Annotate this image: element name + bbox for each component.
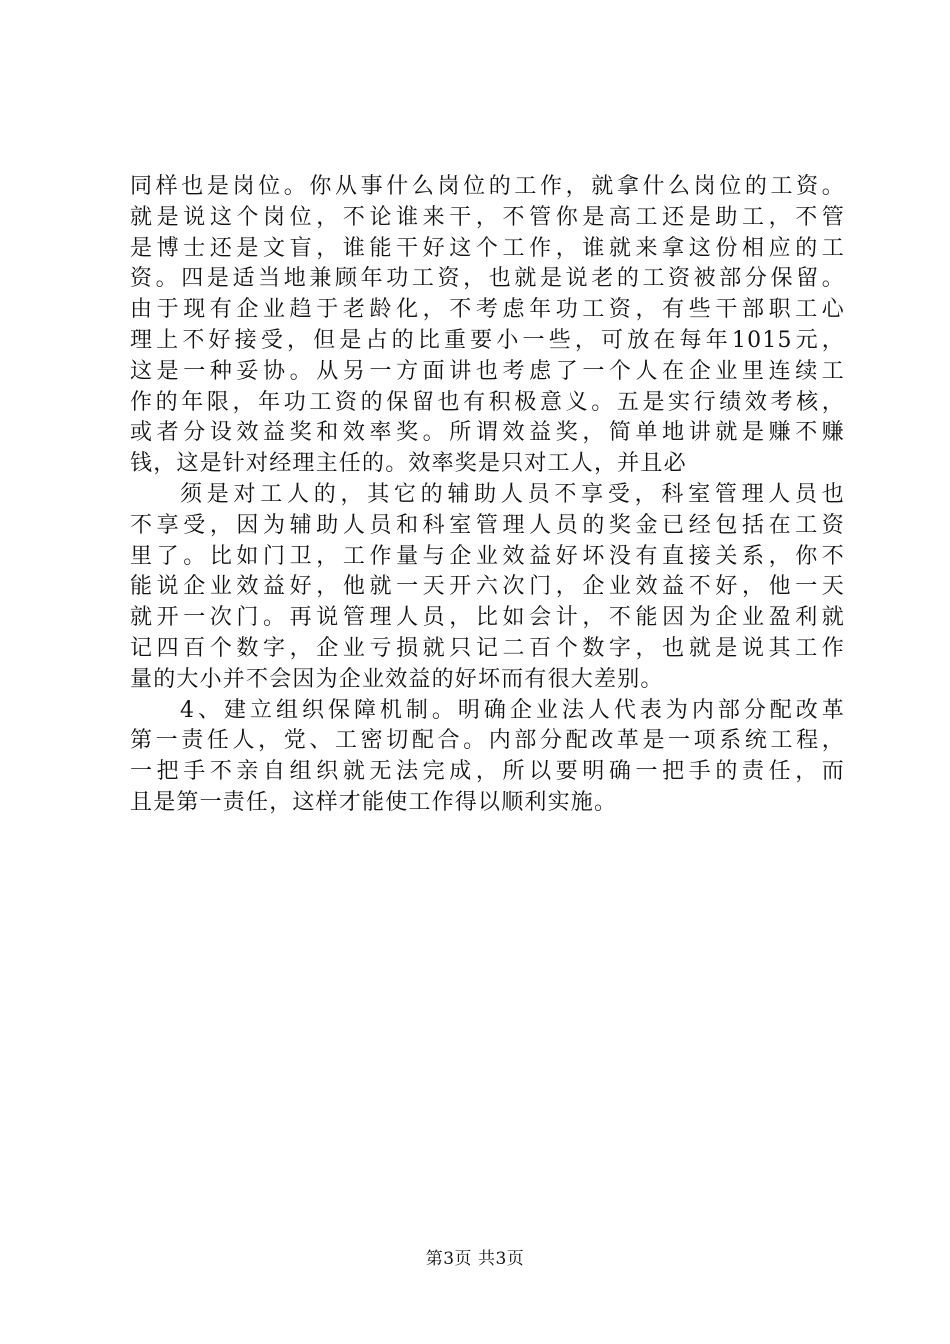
text-line: 就是说这个岗位，不论谁来干，不管你是高工还是助工，不管 — [130, 204, 845, 230]
paragraph-organization-mechanism — [130, 696, 845, 819]
text-line: 不享受，因为辅助人员和科室管理人员的奖金已经包括在工资 — [130, 512, 845, 538]
text-line: 里了。比如门卫，工作量与企业效益好坏没有直接关系，你不 — [130, 543, 845, 569]
text-line: 这是一种妥协。从另一方面讲也考虑了一个人在企业里连续工 — [130, 358, 845, 384]
page-number-footer: 第3页 共3页 — [425, 1249, 525, 1269]
text-line: 且是第一责任，这样才能使工作得以顺利实施。 — [130, 789, 618, 815]
text-line: 同样也是岗位。你从事什么岗位的工作，就拿什么岗位的工资。 — [130, 174, 845, 199]
text-line: 或者分设效益奖和效率奖。所谓效益奖，简单地讲就是赚不赚 — [130, 420, 845, 446]
text-line: 理上不好接受，但是占的比重要小一些，可放在每年1015元， — [130, 327, 845, 353]
text-line: 记四百个数字，企业亏损就只记二百个数字，也就是说其工作 — [130, 635, 845, 661]
text-line: 由于现有企业趋于老龄化，不考虑年功工资，有些干部职工心 — [130, 297, 845, 323]
text-line: 钱，这是针对经理主任的。效率奖是只对工人，并且必 — [130, 451, 687, 477]
text-line: 4、建立组织保障机制。明确企业法人代表为内部分配改革 — [180, 697, 845, 723]
text-line: 量的大小并不会因为企业效益的好坏而有很大差别。 — [130, 666, 664, 692]
document-body — [130, 172, 845, 819]
paragraph-bonus-scope — [130, 480, 845, 696]
text-line: 资。四是适当地兼顾年功工资，也就是说老的工资被部分保留。 — [130, 266, 845, 292]
text-line: 就开一次门。再说管理人员，比如会计，不能因为企业盈利就 — [130, 605, 845, 631]
paragraph-wage-policy — [130, 172, 845, 480]
text-line: 第一责任人，党、工密切配合。内部分配改革是一项系统工程， — [130, 728, 845, 754]
text-line: 作的年限，年功工资的保留也有积极意义。五是实行绩效考核， — [130, 389, 845, 415]
text-line: 是博士还是文盲，谁能干好这个工作，谁就来拿这份相应的工 — [130, 235, 845, 261]
text-line: 能说企业效益好，他就一天开六次门，企业效益不好，他一天 — [130, 574, 845, 600]
text-line: 一把手不亲自组织就无法完成，所以要明确一把手的责任，而 — [130, 759, 845, 785]
text-line: 须是对工人的，其它的辅助人员不享受，科室管理人员也 — [180, 481, 845, 507]
